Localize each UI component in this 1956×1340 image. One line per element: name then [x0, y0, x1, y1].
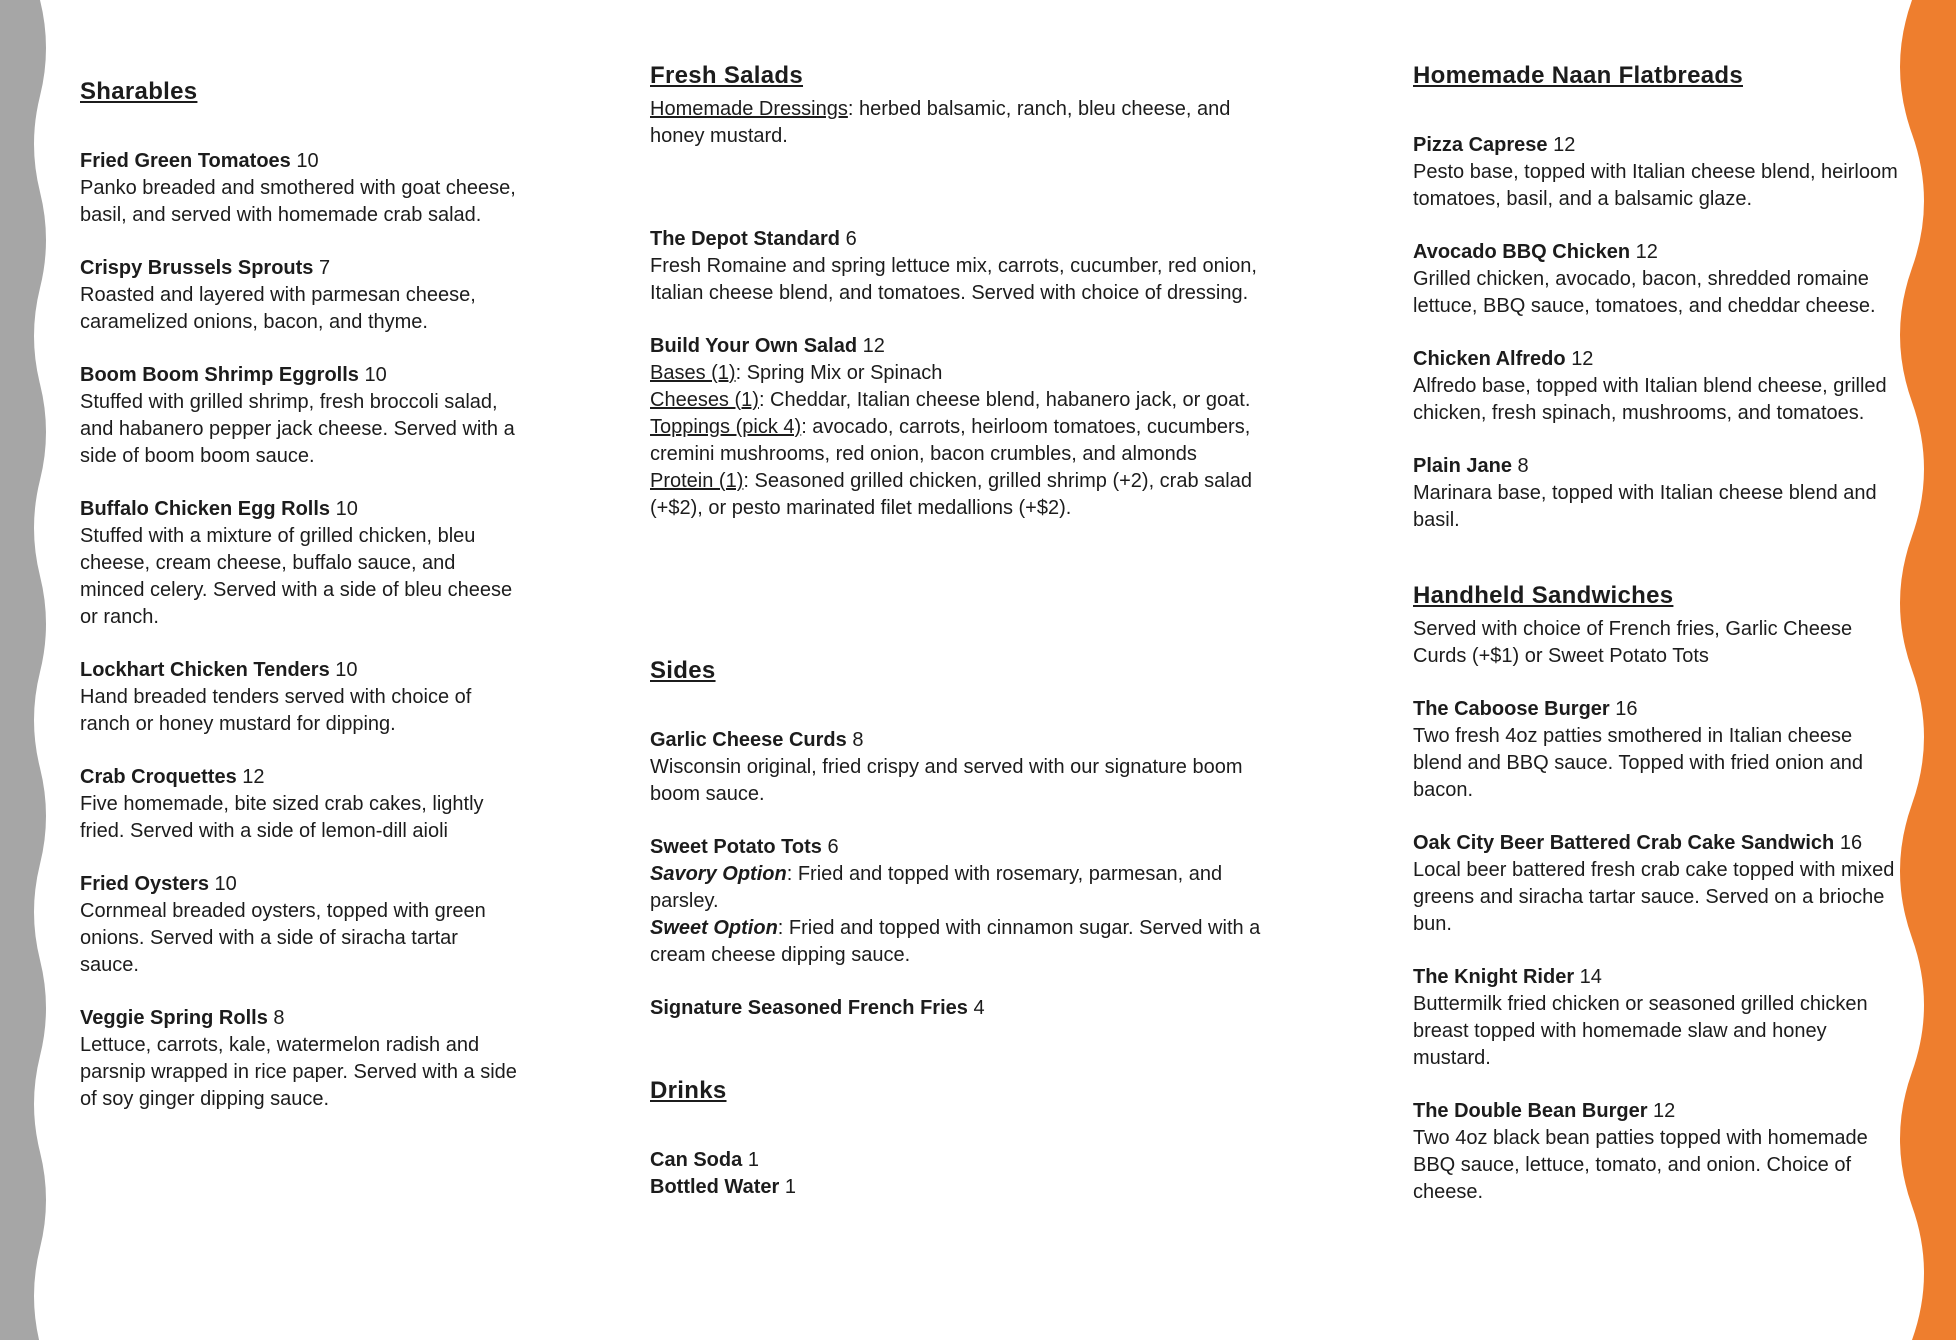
section-drinks — [650, 1077, 1262, 1201]
section-sharables — [80, 78, 518, 1113]
menu-item-avocado-bbq-chicken — [1413, 239, 1905, 320]
item-desc: Hand breaded tenders served with choice of ranch or honey mustard for dipping. — [80, 686, 472, 735]
column-flatbreads-sandwiches — [1413, 62, 1905, 1232]
item-name: Oak City Beer Battered Crab Cake Sandwich — [1413, 832, 1835, 854]
item-desc: Two fresh 4oz patties smothered in Italian cheese blend and BBQ sauce. Topped with fried onion and bacon. — [1413, 725, 1863, 801]
menu-item-chicken-alfredo — [1413, 346, 1905, 427]
item-name: Bottled Water — [650, 1176, 780, 1198]
item-header — [1413, 1098, 1905, 1125]
left-wavy-stripe — [0, 0, 56, 1340]
item-desc-line — [650, 360, 1262, 387]
item-price: 12 — [862, 335, 885, 357]
section-title-fresh-salads: Fresh Salads — [650, 62, 804, 89]
section-flatbreads — [1413, 62, 1905, 534]
item-price: 14 — [1579, 966, 1602, 988]
item-header — [1413, 696, 1905, 723]
item-desc: Fresh Romaine and spring lettuce mix, carrots, cucumber, red onion, Italian cheese blend, and tomatoes. Served with choice of dressing. — [650, 255, 1257, 304]
item-desc: Stuffed with a mixture of grilled chicken, bleu cheese, cream cheese, buffalo sauce, and minced celery. Served with a side of bleu cheese or ranch. — [80, 525, 513, 628]
item-price: 12 — [1553, 134, 1576, 156]
item-desc: Five homemade, bite sized crab cakes, lightly fried. Served with a side of lemon-dill aioli — [80, 793, 484, 842]
item-name: Pizza Caprese — [1413, 134, 1548, 156]
line-text: : Spring Mix or Spinach — [735, 362, 943, 384]
item-header — [80, 764, 518, 791]
item-header — [650, 333, 1262, 360]
right-wavy-stripe — [1896, 0, 1956, 1340]
item-name: The Knight Rider — [1413, 966, 1575, 988]
menu-item-crab-croquettes — [80, 764, 518, 845]
item-desc: Lettuce, carrots, kale, watermelon radish and parsnip wrapped in rice paper. Served with a side of soy ginger dipping sauce. — [80, 1034, 517, 1110]
item-name: Crab Croquettes — [80, 766, 237, 788]
section-title-sharables: Sharables — [80, 78, 198, 105]
item-desc: Grilled chicken, avocado, bacon, shredded romaine lettuce, BBQ sauce, tomatoes, and cheddar cheese. — [1413, 268, 1876, 317]
item-header — [1413, 964, 1905, 991]
item-price: 8 — [852, 729, 864, 751]
item-name: Lockhart Chicken Tenders — [80, 659, 330, 681]
item-desc: Panko breaded and smothered with goat cheese, basil, and served with homemade crab salad. — [80, 177, 516, 226]
item-desc: Stuffed with grilled shrimp, fresh broccoli salad, and habanero pepper jack cheese. Served with a side of boom boom sauce. — [80, 391, 515, 467]
column-sharables — [80, 78, 518, 1139]
item-name: The Caboose Burger — [1413, 698, 1610, 720]
item-desc-line — [650, 468, 1262, 522]
item-name: Buffalo Chicken Egg Rolls — [80, 498, 331, 520]
dressings-text: : herbed balsamic, ranch, bleu cheese, and honey mustard. — [650, 98, 1231, 147]
menu-item-lockhart-chicken-tenders — [80, 657, 518, 738]
menu-item-veggie-spring-rolls — [80, 1005, 518, 1113]
menu-item-oak-city-crab-cake-sandwich — [1413, 830, 1905, 938]
menu-item-can-soda — [650, 1147, 1262, 1174]
menu-item-buffalo-chicken-egg-rolls — [80, 496, 518, 631]
item-name: Crispy Brussels Sprouts — [80, 257, 314, 279]
item-price: 12 — [1635, 241, 1658, 263]
item-price: 4 — [973, 997, 985, 1019]
line-lead: Protein (1) — [650, 470, 744, 492]
line-text: : Cheddar, Italian cheese blend, habanero jack, or goat. — [758, 389, 1251, 411]
menu-item-crispy-brussels-sprouts — [80, 255, 518, 336]
item-price: 16 — [1615, 698, 1638, 720]
item-header — [650, 834, 1262, 861]
item-desc: Marinara base, topped with Italian cheese blend and basil. — [1413, 482, 1877, 531]
item-desc: Two 4oz black bean patties topped with homemade BBQ sauce, lettuce, tomato, and onion. Choice of cheese. — [1413, 1127, 1868, 1203]
item-price: 12 — [1653, 1100, 1676, 1122]
item-price: 10 — [335, 659, 358, 681]
item-name: Veggie Spring Rolls — [80, 1007, 268, 1029]
item-header — [650, 226, 1262, 253]
item-header — [80, 871, 518, 898]
item-name: Garlic Cheese Curds — [650, 729, 847, 751]
item-desc: Cornmeal breaded oysters, topped with green onions. Served with a side of siracha tartar sauce. — [80, 900, 486, 976]
item-header — [80, 1005, 518, 1032]
item-price: 8 — [1517, 455, 1529, 477]
item-header — [1413, 346, 1905, 373]
menu-item-french-fries — [650, 995, 1262, 1022]
menu-item-bottled-water — [650, 1174, 1262, 1201]
menu-item-garlic-cheese-curds — [650, 727, 1262, 808]
line-text: : Seasoned grilled chicken, grilled shrimp (+2), crab salad (+$2), or pesto marinated filet medallions (+$2). — [650, 470, 1252, 519]
item-header — [650, 995, 1262, 1022]
item-desc: Wisconsin original, fried crispy and served with our signature boom boom sauce. — [650, 756, 1243, 805]
item-price: 12 — [1571, 348, 1594, 370]
menu-item-fried-green-tomatoes — [80, 148, 518, 229]
item-name: Boom Boom Shrimp Eggrolls — [80, 364, 359, 386]
item-header — [80, 362, 518, 389]
item-header — [1413, 132, 1905, 159]
item-header — [1413, 830, 1905, 857]
section-title-handhelds: Handheld Sandwiches — [1413, 582, 1674, 609]
section-title-drinks: Drinks — [650, 1077, 727, 1104]
section-handheld-sandwiches — [1413, 582, 1905, 1206]
line-lead: Sweet Option — [650, 917, 778, 939]
item-name: Build Your Own Salad — [650, 335, 858, 357]
item-name: Sweet Potato Tots — [650, 836, 822, 858]
section-sides — [650, 657, 1262, 1022]
left-wavy-stripe-shape — [0, 0, 46, 1340]
item-price: 10 — [364, 364, 387, 386]
item-header — [1413, 239, 1905, 266]
line-text: : Fried and topped with rosemary, parmesan, and parsley. — [650, 863, 1223, 912]
section-title-sides: Sides — [650, 657, 716, 684]
right-wavy-stripe-shape — [1900, 0, 1956, 1340]
menu-item-fried-oysters — [80, 871, 518, 979]
item-desc: Pesto base, topped with Italian cheese blend, heirloom tomatoes, basil, and a balsamic glaze. — [1413, 161, 1898, 210]
item-header — [80, 496, 518, 523]
line-lead: Toppings (pick 4) — [650, 416, 802, 438]
item-price: 6 — [845, 228, 857, 250]
line-lead: Savory Option — [650, 863, 787, 885]
item-name: Avocado BBQ Chicken — [1413, 241, 1631, 263]
item-price: 6 — [827, 836, 839, 858]
handhelds-note: Served with choice of French fries, Garlic Cheese Curds (+$1) or Sweet Potato Tots — [1413, 618, 1853, 667]
menu-item-build-your-own-salad — [650, 333, 1262, 522]
item-header — [80, 657, 518, 684]
item-name: Chicken Alfredo — [1413, 348, 1566, 370]
item-price: 10 — [214, 873, 237, 895]
item-header — [80, 148, 518, 175]
item-desc: Alfredo base, topped with Italian blend cheese, grilled chicken, fresh spinach, mushrooms, and tomatoes. — [1413, 375, 1887, 424]
line-text: : avocado, carrots, heirloom tomatoes, cucumbers, cremini mushrooms, red onion, bacon crumbles, and almonds — [650, 416, 1251, 465]
item-name: The Depot Standard — [650, 228, 841, 250]
item-price: 1 — [784, 1176, 796, 1198]
item-name: Fried Green Tomatoes — [80, 150, 291, 172]
item-desc-line — [650, 387, 1262, 414]
section-fresh-salads — [650, 62, 1262, 522]
menu-item-sweet-potato-tots — [650, 834, 1262, 969]
line-text: : Fried and topped with cinnamon sugar. Served with a cream cheese dipping sauce. — [650, 917, 1261, 966]
menu-item-pizza-caprese — [1413, 132, 1905, 213]
item-header — [80, 255, 518, 282]
dressings-lead: Homemade Dressings — [650, 98, 848, 120]
item-name: Can Soda — [650, 1149, 743, 1171]
line-lead: Bases (1) — [650, 362, 736, 384]
dressings-note — [650, 96, 1262, 150]
item-price: 16 — [1839, 832, 1863, 854]
item-price: 1 — [747, 1149, 759, 1171]
item-desc: Roasted and layered with parmesan cheese, caramelized onions, bacon, and thyme. — [80, 284, 476, 333]
menu-item-depot-standard — [650, 226, 1262, 307]
item-desc-line — [650, 915, 1262, 969]
menu-item-plain-jane — [1413, 453, 1905, 534]
section-title-flatbreads: Homemade Naan Flatbreads — [1413, 62, 1743, 89]
item-name: The Double Bean Burger — [1413, 1100, 1648, 1122]
item-price: 8 — [273, 1007, 285, 1029]
menu-item-knight-rider — [1413, 964, 1905, 1072]
item-header — [1413, 453, 1905, 480]
column-salads-sides-drinks — [650, 62, 1262, 1201]
menu-item-boom-boom-shrimp-eggrolls — [80, 362, 518, 470]
item-header — [650, 727, 1262, 754]
item-desc: Buttermilk fried chicken or seasoned grilled chicken breast topped with homemade slaw and honey mustard. — [1413, 993, 1868, 1069]
item-name: Fried Oysters — [80, 873, 209, 895]
item-price: 7 — [318, 257, 331, 279]
line-lead: Cheeses (1) — [650, 389, 759, 411]
item-desc-line — [650, 861, 1262, 915]
item-price: 10 — [296, 150, 319, 172]
item-name: Plain Jane — [1413, 455, 1512, 477]
item-desc-line — [650, 414, 1262, 468]
menu-item-caboose-burger — [1413, 696, 1905, 804]
menu-item-double-bean-burger — [1413, 1098, 1905, 1206]
item-name: Signature Seasoned French Fries — [650, 997, 968, 1019]
item-price: 10 — [335, 498, 358, 520]
item-price: 12 — [242, 766, 265, 788]
item-desc: Local beer battered fresh crab cake topped with mixed greens and siracha tartar sauce. Served on a brioche bun. — [1413, 859, 1895, 935]
